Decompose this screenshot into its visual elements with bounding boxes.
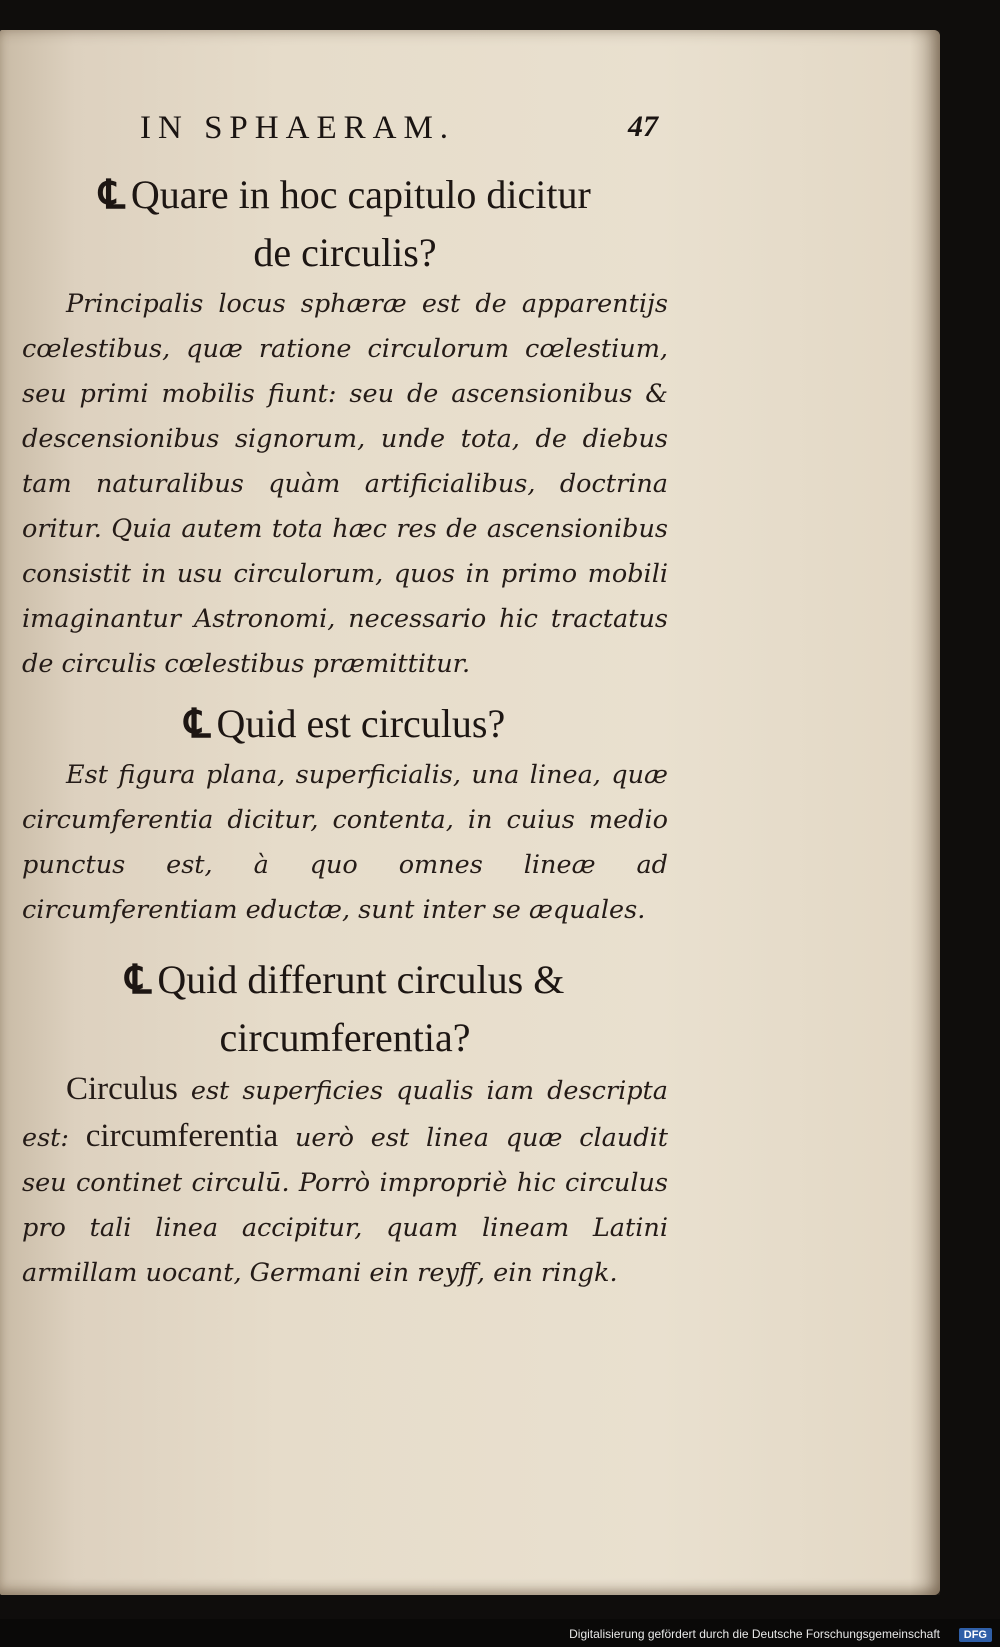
section-heading-continued: de circulis?	[253, 230, 437, 275]
paragraph-text: uerò est linea quæ claudit seu continet circulū. Porrò impropriè hic circulus pro tali linea accipitur, quam lineam Latini armillam uocant, Germani ein reyff, ein ringk.	[22, 1123, 668, 1288]
heading-line: Quid est circulus?	[216, 701, 506, 746]
section-paragraph	[22, 282, 668, 687]
page-number: 47	[628, 110, 658, 143]
book-page	[0, 30, 940, 1595]
dfg-logo: DFG	[959, 1628, 992, 1642]
section-paragraph	[22, 753, 668, 933]
running-head: IN SPHAERAM.	[140, 110, 456, 146]
paragraph-text: Est figura plana, superficialis, una linea, quæ circumferentia dicitur, contenta, in cuius medio punctus est, à quo omnes lineæ ad circumferentiam eductæ, sunt inter se æquales.	[22, 760, 668, 925]
paragraph-mark: ℄	[99, 172, 125, 217]
heading-line: Quid differunt circulus &	[157, 957, 565, 1002]
section-heading	[22, 166, 668, 224]
heading-line: Quare in hoc capitulo dicitur	[130, 172, 591, 217]
section-heading	[22, 951, 668, 1009]
paragraph-text: est superficies qualis iam descripta est:	[22, 1076, 668, 1153]
paragraph-text: Principalis locus sphæræ est de apparentijs cœlestibus, quæ ratione circulorum cœlestium, seu primi mobilis fiunt: seu de ascensionibus & descensionibus signorum, unde tota, de diebus tam naturalibus quàm artificialibus, doctrina oritur. Quia autem tota hæc res de ascensionibus consistit in usu circulorum, quos in primo mobili imaginantur Astronomi, necessario hic tractatus de circulis cœlestibus præmittitur.	[22, 289, 668, 679]
term-circulus: Circulus	[66, 1071, 178, 1107]
funding-credit: Digitalisierung gefördert durch die Deutsche Forschungsgemeinschaft	[569, 1627, 940, 1641]
section-heading-continued: circumferentia?	[219, 1015, 471, 1060]
main-text	[22, 166, 668, 1296]
section-heading	[22, 695, 668, 753]
paragraph-mark: ℄	[184, 701, 211, 746]
term-circumferentia: circumferentia	[85, 1118, 279, 1154]
paragraph-mark: ℄	[125, 957, 152, 1002]
section-paragraph	[22, 1067, 668, 1296]
